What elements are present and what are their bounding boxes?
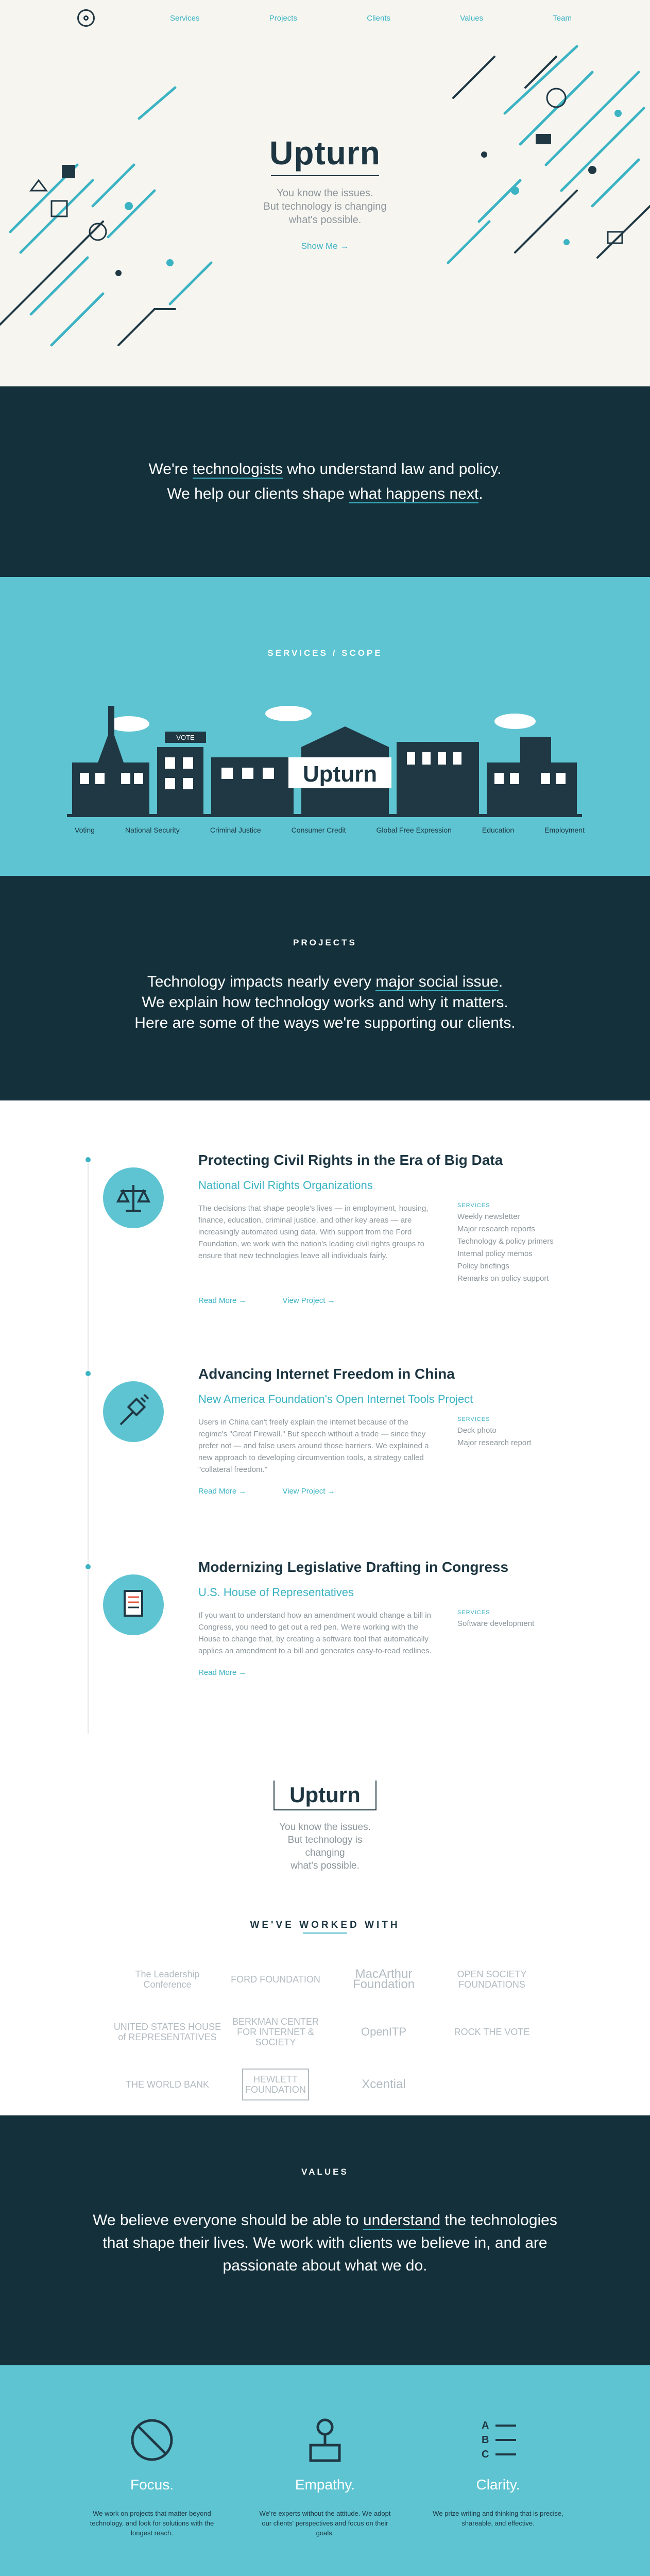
hero-title: Upturn	[269, 134, 381, 172]
project-services-heading: SERVICES	[457, 1416, 490, 1422]
values-intro	[0, 2115, 650, 2365]
timeline	[88, 1157, 89, 1734]
project-links	[198, 1487, 559, 1496]
service-item: Deck photo	[457, 1426, 497, 1435]
valintro-l2: that shape their lives. We work with clients we believe in, and are	[102, 2234, 548, 2251]
services-labels	[75, 826, 585, 834]
mission-text	[148, 457, 501, 506]
project-body	[198, 1559, 559, 1677]
worked-with-section	[0, 1765, 650, 2115]
service-item: Major research reports	[457, 1225, 535, 1233]
service-national-security: National Security	[125, 826, 180, 834]
project-body	[198, 1366, 559, 1496]
project-cols	[198, 1609, 559, 1657]
read-more-link[interactable]: Read More →	[198, 1487, 247, 1496]
worked-with-heading: WE'VE WORKED WITH	[250, 1920, 400, 1930]
valintro-l1c: the technologies	[440, 2212, 557, 2229]
service-item: Weekly newsletter	[457, 1212, 520, 1221]
client-logo: OpenITP	[361, 2025, 407, 2038]
projintro-l1b: major social issue	[375, 973, 499, 990]
worked-rule	[303, 1933, 347, 1934]
mini-sub-1: You know the issues.	[279, 1822, 371, 1833]
projintro-l2: We explain how technology works and why it matters.	[142, 994, 508, 1011]
client-logo: FORD FOUNDATION	[231, 1974, 320, 1985]
service-consumer-credit: Consumer Credit	[291, 826, 346, 834]
mission-l1b: technologists	[192, 461, 283, 478]
client-logo: UNITED STATES HOUSE of REPRESENTATIVES	[113, 2022, 221, 2042]
scales-icon	[103, 1167, 164, 1228]
service-free-expression: Global Free Expression	[376, 826, 452, 834]
mini-logo	[273, 1781, 377, 1872]
mini-sub-3: what's possible.	[290, 1860, 360, 1871]
upturn-logo-icon[interactable]	[77, 9, 95, 27]
project-links	[198, 1668, 559, 1677]
services-section	[0, 577, 650, 876]
service-employment: Employment	[544, 826, 585, 834]
value-clarity	[431, 2414, 565, 2528]
nav-links	[170, 14, 572, 23]
client-logo: THE WORLD BANK	[125, 2079, 210, 2090]
service-criminal-justice: Criminal Justice	[210, 826, 261, 834]
mini-sub-2: But technology is changing	[287, 1835, 363, 1858]
view-project-link[interactable]: View Project →	[282, 1487, 335, 1496]
valintro-l1a: We believe everyone should be able to	[93, 2212, 363, 2229]
project-title: Advancing Internet Freedom in China	[198, 1366, 455, 1382]
svg-text:C: C	[482, 2449, 489, 2460]
client-logo: BERKMAN CENTER FOR INTERNET & SOCIETY	[232, 2016, 319, 2047]
value-desc: We prize writing and thinking that is precise, shareable, and effective.	[433, 2510, 563, 2527]
value-name: Empathy.	[295, 2477, 355, 2493]
mission-l2a: We help our clients shape	[167, 485, 349, 502]
nav-values[interactable]: Values	[460, 13, 484, 23]
client-logo: HEWLETT FOUNDATION	[242, 2069, 309, 2100]
services-heading: SERVICES / SCOPE	[267, 648, 383, 658]
power-plug-icon	[103, 1381, 164, 1442]
project-services	[457, 1202, 559, 1285]
mission-l2c: .	[478, 485, 483, 502]
service-item: Policy briefings	[457, 1262, 509, 1270]
value-name: Focus.	[130, 2477, 174, 2493]
nav-clients[interactable]: Clients	[367, 13, 391, 23]
no-symbol-icon	[126, 2414, 178, 2466]
valintro-l1b: understand	[363, 2212, 441, 2229]
service-education: Education	[482, 826, 515, 834]
project-title: Protecting Civil Rights in the Era of Big Data	[198, 1152, 503, 1168]
project-client: U.S. House of Representatives	[198, 1586, 354, 1599]
client-logo: Xcential	[362, 2077, 406, 2091]
service-voting: Voting	[75, 826, 95, 834]
value-desc: We work on projects that matter beyond technology, and look for solutions with the longest reach.	[90, 2510, 214, 2537]
value-focus	[85, 2414, 219, 2538]
project-client: National Civil Rights Organizations	[198, 1179, 373, 1192]
project-services-heading: SERVICES	[457, 1202, 490, 1209]
client-logo: ROCK THE VOTE	[454, 2027, 530, 2037]
nav-team[interactable]: Team	[553, 13, 572, 23]
view-project-link[interactable]: View Project →	[282, 1296, 335, 1305]
projects-list	[0, 1100, 650, 1765]
hero-center	[222, 134, 428, 251]
vote-sign: VOTE	[176, 734, 195, 741]
person-podium-icon	[299, 2414, 351, 2466]
projects-intro-text	[0, 972, 650, 1033]
project-cols	[198, 1202, 559, 1285]
services-sign: Upturn	[302, 761, 378, 787]
mission-l1a: We're	[148, 461, 193, 478]
mini-logo-text: Upturn	[273, 1781, 377, 1810]
svg-text:A: A	[482, 2420, 489, 2431]
hero-sub-1: You know the issues.	[277, 188, 373, 199]
project-services	[457, 1609, 559, 1657]
top-nav	[0, 0, 650, 36]
project-desc: The decisions that shape people's lives — in employment, housing, finance, education, criminal justice, and other key areas — are increasingly automated using data. With support from the Ford Foundation, we work with the nation's leading civil rights groups to ensure that new technologies leave all individuals fairly.	[198, 1204, 429, 1260]
values-intro-text	[0, 2209, 650, 2277]
value-desc: We're experts without the attitude. We adopt our clients' perspectives and focus on their goals.	[259, 2510, 391, 2537]
project-services-heading: SERVICES	[457, 1609, 490, 1616]
project-desc: If you want to understand how an amendment would change a bill in Congress, you need to get out a red pen. We're working with the House to change that, by creating a software tool that automatically applies an amendment to a bill and generates easy-to-read redlines.	[198, 1611, 432, 1655]
valintro-l3: passionate about what we do.	[223, 2257, 427, 2274]
values-heading: VALUES	[301, 2167, 349, 2177]
read-more-link[interactable]: Read More →	[198, 1296, 247, 1305]
projects-intro	[0, 876, 650, 1100]
nav-projects[interactable]: Projects	[269, 13, 297, 23]
projects-heading: PROJECTS	[293, 938, 357, 947]
service-item: Major research report	[457, 1438, 532, 1447]
hero-sub-2: But technology is changing	[263, 201, 387, 212]
service-item: Internal policy memos	[457, 1249, 533, 1258]
project-client: New America Foundation's Open Internet Tools Project	[198, 1393, 473, 1405]
svg-text:B: B	[482, 2434, 489, 2446]
read-more-link[interactable]: Read More →	[198, 1668, 247, 1677]
mission-band	[0, 386, 650, 577]
nav-services[interactable]: Services	[170, 13, 200, 23]
mission-l2b: what happens next	[349, 485, 479, 502]
client-logo: OPEN SOCIETY FOUNDATIONS	[457, 1969, 527, 1990]
project-cols	[198, 1416, 559, 1476]
city-illustration-icon	[67, 680, 582, 824]
values-section	[0, 2365, 650, 2576]
projintro-l3: Here are some of the ways we're supporting our clients.	[134, 1014, 516, 1031]
project-links	[198, 1296, 559, 1305]
timeline-dot	[85, 1157, 91, 1162]
timeline-dot	[85, 1371, 91, 1376]
abc-list-icon	[472, 2414, 524, 2466]
hero	[0, 36, 650, 386]
hero-rule	[271, 175, 379, 176]
hero-sub-3: what's possible.	[288, 214, 362, 226]
client-logos	[113, 1963, 546, 2100]
project-services	[457, 1416, 559, 1476]
project-body	[198, 1152, 559, 1305]
value-name: Clarity.	[476, 2477, 520, 2493]
timeline-dot	[85, 1564, 91, 1569]
projintro-l1c: .	[498, 973, 503, 990]
document-icon	[103, 1574, 164, 1635]
mission-l1c: who understand law and policy.	[282, 461, 502, 478]
project-desc: Users in China can't freely explain the internet because of the regime's "Great Firewall." But speech without a trade — since they prefer not — and false users around those barriers. We explained a new approach to developing circumvention tools, a strategy called "collateral freedom."	[198, 1418, 429, 1474]
service-item: Remarks on policy support	[457, 1274, 549, 1283]
projintro-l1a: Technology impacts nearly every	[147, 973, 376, 990]
service-item: Technology & policy primers	[457, 1237, 554, 1246]
client-logo: MacArthur Foundation	[352, 1967, 415, 1991]
project-title: Modernizing Legislative Drafting in Congress	[198, 1559, 509, 1575]
service-item: Software development	[457, 1619, 535, 1628]
show-me-link[interactable]: Show Me →	[301, 241, 349, 251]
client-logo: The Leadership Conference	[135, 1969, 200, 1990]
value-empathy	[258, 2414, 392, 2538]
